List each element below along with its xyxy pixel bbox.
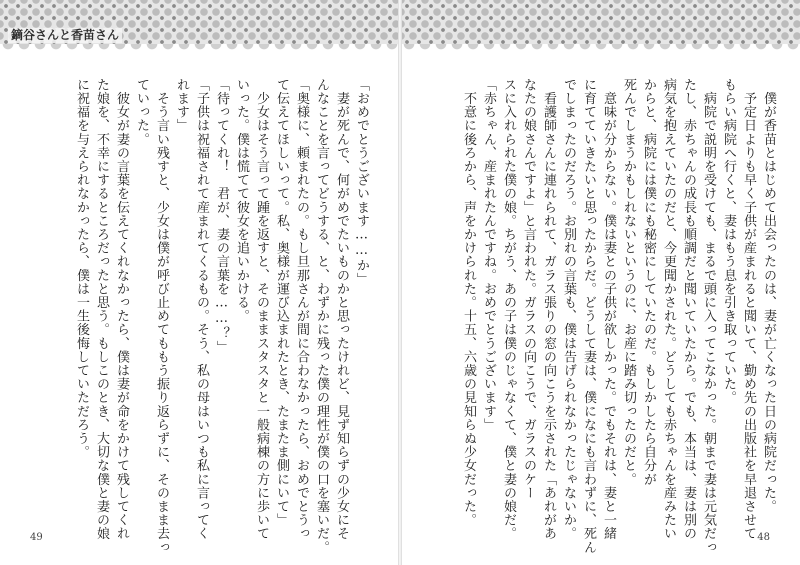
running-header-title: 鏑谷さんと香苗さん — [8, 28, 122, 43]
right-page-number: 48 — [757, 532, 770, 543]
lace-header-band-right — [401, 0, 800, 44]
left-page-number: 49 — [30, 532, 43, 543]
left-page-body: 「おめでとうございます……か」 妻が死んで、何がめでたいものかと思ったけれど、見ず知らずの少女にそ んなことを言ってどうする、と、わずかに残った僕の理性が僕の口を塞いだ。 「奥様に、頼まれたの。もし旦那さんが間に合わなかったら、おめでとうっ て伝えてほしいって。私、奥様が運び込まれたとき、たまたま側にいて」 少女はそう言って踵を返すと、そのままスタスタと一般病棟の方に歩いて いった。僕は慌てて彼女を追いかける。 「待ってくれ！ 君が、妻の言葉を……？」 「子供は祝福されて産まれてくるもの。そう、私の母はいつも私に言ってく れます」 そう言い残すと、少女は僕が呼び止めてももう振り返らずに、そのまま去っ ていった。 彼女が妻の言葉を伝えてくれなかったら、僕は妻が命をかけて残してくれ た娘を、不幸にするところだったと思う。もしこのとき、大切な僕と妻の娘 に祝福を与えられなかったら、僕は一生後悔していただろう。 — [74, 78, 369, 554]
left-page — [0, 0, 399, 565]
book-gutter — [398, 0, 402, 565]
lace-scallop-left — [0, 44, 399, 54]
right-page-body: 僕が香苗とはじめて出会ったのは、妻が亡くなった日の病院だった。 予定日よりも早く子供が産まれると聞いて、勤め先の出版社を早退させて もらい病院へ行くと、妻はもう息を引き取っていた。 病院で説明を受けても、まるで頭に入ってこなかった。朝まで妻は元気だっ たし、赤ちゃんの成長も順調だと聞いていたから。でも、本当は、妻は別の 病気を抱えていたのだと、今更聞かされた。どうしても赤ちゃんを産みたい からと、病院には僕にも秘密にしていたのだ。もしかしたら自分が 死んでしまうかもしれないというのに、お産に踏み切ったのだと。 意味が分からない。僕は妻との子供が欲しかった。でもそれは、妻と一緒 に育てていきたいと思ったからだ。どうして妻は、僕になにも言わずに、死ん でしまったのだろう。お別れの言葉も、僕は告げられなかったじゃないか。 看護師さんに連れられて、ガラス張りの窓の向こうを示された「あれがあ なたの娘さんですよ」と言われた。ガラスの向こうで、ガラスのケー スに入れられた僕の娘。ちがう、あの子は僕のじゃなくて、僕と妻の娘だ。 「赤ちゃん、産まれたんですね。おめでとうございます」 不意に後ろから、声をかけられた。十五、六歳の見知らぬ少女だった。 — [461, 78, 776, 554]
lace-scallop-right — [401, 44, 800, 54]
right-page — [401, 0, 800, 565]
